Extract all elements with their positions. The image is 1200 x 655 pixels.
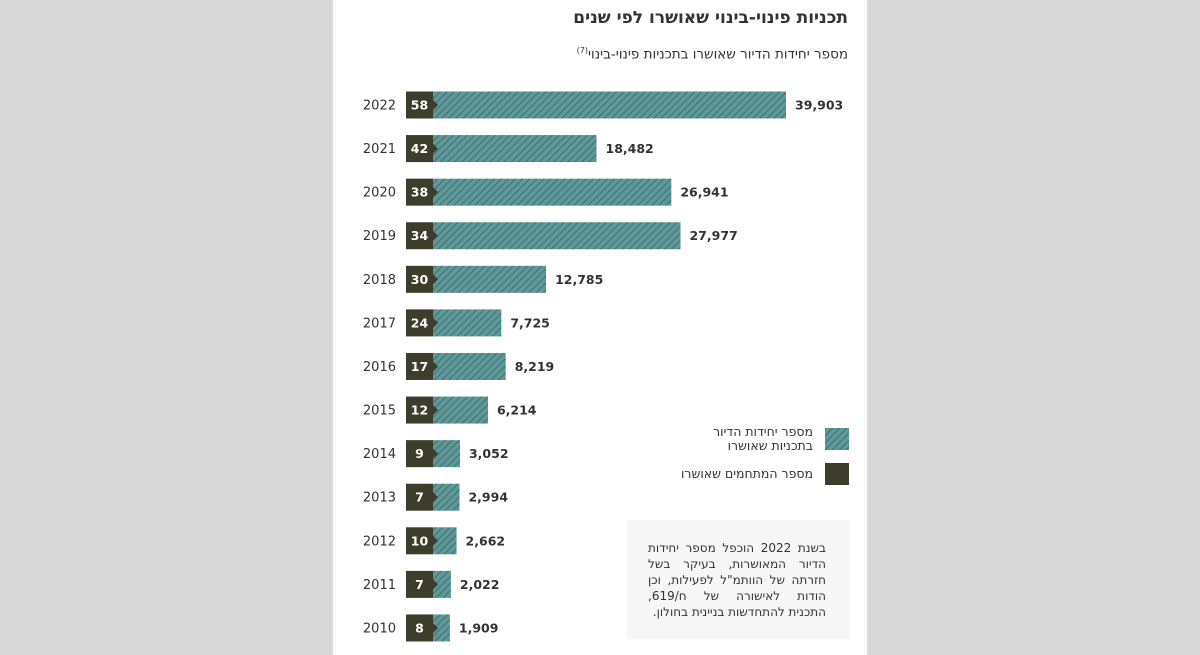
units-bar <box>433 222 680 249</box>
year-label: 2012 <box>362 534 396 550</box>
units-value-label: 1,909 <box>458 620 499 636</box>
year-label: 2015 <box>362 403 396 419</box>
legend-item-complexes <box>681 463 849 485</box>
units-value-label: 2,994 <box>468 489 509 505</box>
legend-label-units <box>713 425 813 453</box>
complexes-count-label: 34 <box>410 228 429 244</box>
year-label: 2014 <box>362 447 396 463</box>
year-label: 2021 <box>362 142 396 158</box>
legend-item-units <box>713 425 849 453</box>
year-label: 2013 <box>362 490 396 506</box>
year-label: 2010 <box>362 621 396 637</box>
legend-swatch-units <box>825 428 849 450</box>
note-text: בשנת 2022 הוכפל מספר יחידות הדיור המאושרות, בעיקר בשל חזרתה של הוותמ"ל לפעילות, וכן הודות לאישורה של ח/619, התכנית להתחדשות בניינית בחולון. <box>648 541 826 619</box>
units-bar <box>433 179 671 206</box>
units-bar <box>433 266 546 293</box>
complexes-count-label: 17 <box>410 358 429 374</box>
legend-label-units-line2: בתכניות שאושרו <box>727 438 813 453</box>
legend-label-units-line1: מספר יחידות הדיור <box>713 424 813 439</box>
complexes-count-label: 8 <box>415 620 424 636</box>
year-label: 2019 <box>362 229 396 245</box>
legend-label-complexes: מספר המתחמים שאושרו <box>681 466 813 481</box>
complexes-count-label: 12 <box>410 402 429 418</box>
chart-title: תכניות פינוי-בינוי שאושרו לפי שנים <box>573 8 848 28</box>
year-label: 2016 <box>362 359 396 375</box>
units-bar <box>433 353 506 380</box>
complexes-count-label: 58 <box>410 97 429 113</box>
units-value-label: 2,662 <box>465 533 506 549</box>
units-bar <box>433 92 786 119</box>
units-value-label: 7,725 <box>510 315 550 331</box>
units-value-label: 12,785 <box>555 271 604 287</box>
units-bar <box>433 397 488 424</box>
units-value-label: 26,941 <box>680 184 729 200</box>
subtitle-text: מספר יחידות הדיור שאושרו בתכניות פינוי-בינוי <box>588 46 848 63</box>
units-bar <box>433 135 597 162</box>
complexes-count-label: 7 <box>415 489 424 505</box>
units-value-label: 6,214 <box>496 402 537 418</box>
note-box <box>627 520 850 639</box>
complexes-count-label: 38 <box>410 184 429 200</box>
complexes-count-label: 24 <box>410 315 429 331</box>
units-value-label: 8,219 <box>514 358 555 374</box>
complexes-count-label: 7 <box>415 576 424 592</box>
units-value-label: 2,022 <box>459 576 500 592</box>
units-value-label: 27,977 <box>689 228 738 244</box>
year-label: 2020 <box>362 185 396 201</box>
complexes-count-label: 42 <box>410 141 429 157</box>
year-label: 2011 <box>362 577 396 593</box>
units-value-label: 39,903 <box>795 97 844 113</box>
year-label: 2022 <box>362 98 396 114</box>
year-label: 2017 <box>362 316 396 332</box>
units-value-label: 3,052 <box>468 446 509 462</box>
units-value-label: 18,482 <box>605 141 654 157</box>
units-bar <box>433 309 501 336</box>
complexes-count-label: 10 <box>410 533 429 549</box>
subtitle-footnote: (7) <box>576 46 588 55</box>
legend-swatch-complexes <box>825 463 849 485</box>
complexes-count-label: 9 <box>415 446 424 462</box>
complexes-count-label: 30 <box>410 271 429 287</box>
chart-panel <box>333 0 867 655</box>
year-label: 2018 <box>362 272 396 288</box>
